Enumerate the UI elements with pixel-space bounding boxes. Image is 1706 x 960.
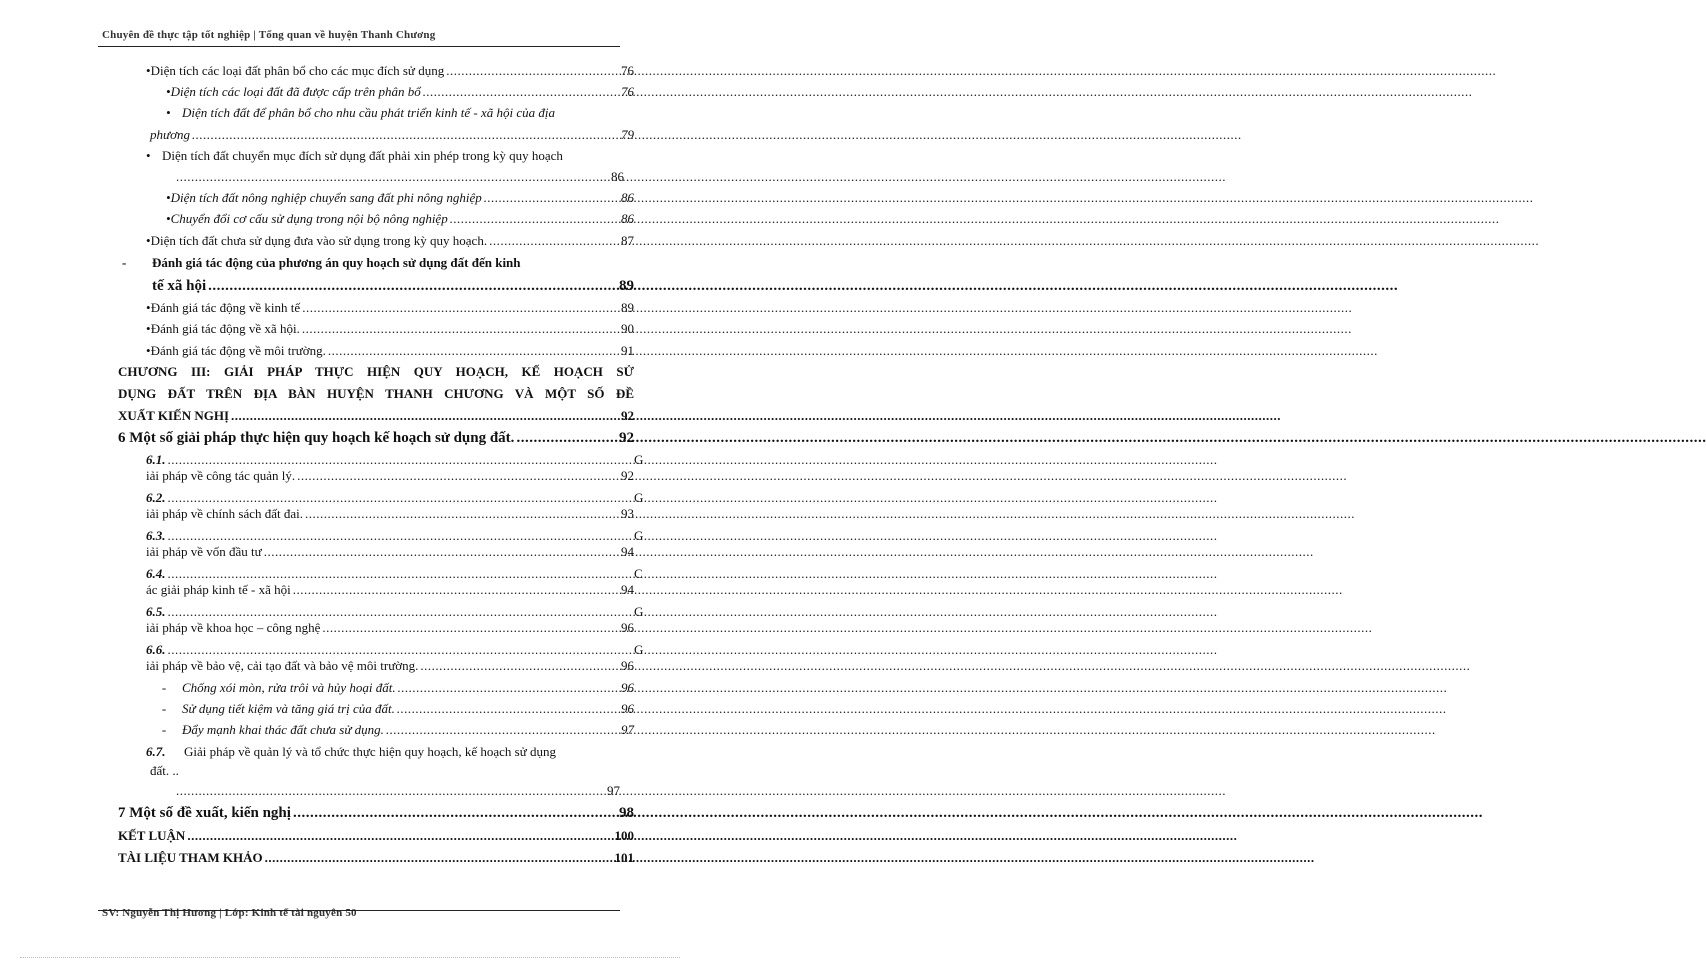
toc-page-number: 98 (619, 805, 634, 821)
page-edge (20, 957, 680, 958)
toc-page-number: 94 (621, 582, 634, 597)
toc-page-number: 76 (621, 63, 634, 78)
toc-page-number: 94 (621, 544, 634, 559)
dash-marker: - (161, 722, 167, 737)
toc-entry-label: Diện tích đất chuyển mục đích sử dụng đất phải xin phép trong kỳ quy hoạch (162, 148, 563, 163)
toc-entry-continuation[interactable] (150, 127, 634, 143)
section-number: 6.6. (146, 642, 166, 657)
toc-entry-label: Đánh giá tác động về môi trường. (150, 343, 326, 358)
toc-entry-label: phương (150, 127, 191, 142)
toc-page-number: 96 (621, 701, 634, 716)
toc-entry[interactable] (146, 722, 634, 738)
toc-page-number: 79 (621, 127, 634, 142)
toc-entry-label: Đánh giá tác động của phương án quy hoạch sử dụng đất đến kinh (152, 255, 521, 270)
toc-entry[interactable] (146, 490, 618, 506)
toc-entry-label: tế xã hội (152, 278, 207, 294)
section-number: 6.1. (146, 452, 166, 467)
section-number: 6.4. (146, 566, 166, 581)
bullet-icon: • (166, 211, 171, 226)
toc-page-number: 92 (619, 430, 634, 446)
toc-entry-label: 6 Một số giải pháp thực hiện quy hoạch kế hoạch sử dụng đất. (118, 430, 515, 446)
toc-references[interactable] (118, 850, 634, 866)
toc-page-number: 92 (621, 468, 634, 483)
toc-entry-label: Diện tích đất nông nghiệp chuyển sang đất phi nông nghiệp (170, 190, 482, 205)
toc-page-number: 101 (614, 850, 634, 865)
toc-entry-label: Sử dụng tiết kiệm và tăng giá trị của đất. (182, 701, 395, 716)
toc-entry-continuation[interactable] (146, 582, 634, 598)
toc-page-number: 96 (621, 680, 634, 695)
toc-entry-label: iải pháp về khoa học – công nghệ (146, 620, 321, 635)
toc-entry-label: TÀI LIỆU THAM KHẢO (118, 850, 263, 865)
toc-page-number: 90 (620, 321, 634, 336)
toc-entry[interactable] (146, 744, 556, 760)
section-number: 6.2. (146, 490, 166, 505)
toc-entry-label: Đánh giá tác động về kinh tế (150, 300, 301, 315)
first-letter: G (634, 528, 644, 543)
bullet-icon: • (166, 190, 171, 205)
header-text: Chuyên đề thực tập tốt nghiệp | Tổng quan về huyện Thanh Chương (102, 29, 436, 41)
toc-entry-continuation[interactable] (146, 658, 634, 674)
toc-section-7[interactable] (118, 804, 634, 822)
toc-entry-label: iải pháp về chính sách đất đai. (146, 506, 304, 521)
toc-entry-label: Chuyển đổi cơ cấu sử dụng trong nội bộ nông nghiệp (170, 211, 448, 226)
toc-conclusion[interactable] (118, 828, 634, 844)
first-letter: G (634, 452, 644, 467)
toc-page-number: 91 (621, 343, 634, 358)
toc-entry-label: Chống xói mòn, rửa trôi và hủy hoại đất. (182, 680, 396, 695)
toc-entry-continuation: đất. .. (150, 763, 179, 778)
toc-entry-label: iải pháp về bảo vệ, cải tạo đất và bảo vệ môi trường. (146, 658, 419, 673)
toc-entry-continuation[interactable] (146, 620, 634, 636)
toc-entry-label: Diện tích các loại đất đã được cấp trên phân bổ (170, 84, 421, 99)
dash-marker: - (122, 255, 127, 270)
toc-page-number: 92 (621, 408, 634, 423)
bullet-icon: • (166, 105, 171, 120)
toc-entry-continuation[interactable] (146, 468, 634, 484)
bullet-icon: • (146, 148, 151, 163)
chapter-heading-line[interactable]: CHƯƠNG III: GIẢI PHÁP THỰC HIỆN QUY HOẠCH, KẾ HOẠCH SỬ (118, 364, 634, 379)
toc-entry[interactable] (146, 452, 618, 468)
toc-entry[interactable] (146, 604, 618, 620)
toc-entry-label: Diện tích đất để phân bổ cho nhu cầu phát triển kinh tế - xã hội của địa (182, 105, 555, 120)
first-letter: G (634, 642, 644, 657)
toc-page-number: 93 (621, 506, 634, 521)
toc-page-number: 96 (621, 620, 634, 635)
toc-entry-label: 7 Một số đề xuất, kiến nghị (118, 805, 291, 821)
toc-page-number: 96 (621, 658, 634, 673)
toc-entry[interactable] (146, 680, 634, 696)
toc-page-number: 86 (611, 169, 624, 184)
toc-entry-label: Giải pháp về quản lý và tổ chức thực hiện quy hoạch, kế hoạch sử dụng (184, 744, 557, 759)
toc-entry[interactable] (166, 105, 555, 121)
toc-entry[interactable] (146, 701, 634, 717)
toc-entry[interactable] (146, 148, 563, 164)
toc-entry[interactable] (146, 233, 634, 249)
bullet-icon: • (166, 84, 171, 99)
toc-entry-label: Đánh giá tác động về xã hội. (150, 321, 300, 336)
toc-entry[interactable] (146, 566, 618, 582)
toc-entry[interactable] (146, 528, 618, 544)
toc-entry[interactable] (146, 642, 618, 658)
first-letter: G (634, 604, 644, 619)
section-number: 6.7. (146, 744, 166, 759)
toc-entry-label: Diện tích đất chưa sử dụng đưa vào sử dụng trong kỳ quy hoạch. (150, 233, 488, 248)
toc-entry-continuation[interactable] (176, 783, 620, 799)
toc-entry-continuation[interactable] (176, 169, 624, 185)
bullet-icon: • (146, 233, 151, 248)
toc-page-number: 86 (621, 190, 634, 205)
toc-page-number: 89 (619, 278, 634, 294)
first-letter: G (634, 490, 644, 505)
toc-entry[interactable] (166, 84, 634, 100)
first-letter: C (634, 566, 643, 581)
toc-entry[interactable] (122, 255, 521, 271)
toc-entry-continuation[interactable] (152, 277, 634, 295)
toc-entry-continuation[interactable] (146, 506, 634, 522)
chapter-heading-entry[interactable] (118, 408, 634, 424)
toc-entry[interactable] (146, 63, 634, 79)
chapter-heading-line[interactable]: DỤNG ĐẤT TRÊN ĐỊA BÀN HUYỆN THANH CHƯƠNG VÀ MỘT SỐ ĐỀ (118, 386, 634, 401)
footer-rule (98, 910, 620, 911)
footer-text: SV: Nguyễn Thị Hương | Lớp: Kinh tế tài nguyên 50 (102, 907, 357, 919)
page-footer (98, 906, 620, 918)
toc-entry-label: XUẤT KIẾN NGHỊ (118, 408, 230, 423)
toc-page-number: 97 (607, 783, 620, 798)
toc-entry-label: Đẩy mạnh khai thác đất chưa sử dụng. (182, 722, 384, 737)
toc-entry[interactable] (146, 300, 634, 316)
dash-marker: - (161, 701, 167, 716)
toc-page-number: 76 (621, 84, 634, 99)
toc-page-number: 86 (621, 211, 634, 226)
section-number: 6.5. (146, 604, 166, 619)
toc-entry[interactable] (146, 343, 634, 359)
toc-entry[interactable] (146, 321, 634, 337)
toc-entry-label: Diện tích các loại đất phân bổ cho các mục đích sử dụng (150, 63, 445, 78)
toc-entry[interactable] (166, 190, 634, 206)
toc-entry-continuation[interactable] (146, 544, 634, 560)
toc-page-number: 97 (621, 722, 634, 737)
bullet-icon: • (146, 321, 151, 336)
dash-marker: - (161, 680, 167, 695)
toc-page-number: 100 (614, 828, 634, 843)
table-of-contents (0, 0, 700, 960)
toc-entry[interactable] (166, 211, 634, 227)
toc-section-6[interactable] (118, 429, 634, 447)
toc-page-number: 89 (621, 300, 634, 315)
bullet-icon: • (146, 300, 151, 315)
section-number: 6.3. (146, 528, 166, 543)
toc-entry-label: ác giải pháp kinh tế - xã hội (146, 582, 291, 597)
toc-entry-label: iải pháp về vốn đầu tư (146, 544, 262, 559)
toc-entry-label: iải pháp về công tác quản lý. (146, 468, 296, 483)
bullet-icon: • (146, 343, 151, 358)
toc-page-number: 87 (621, 233, 634, 248)
toc-entry-label: KẾT LUẬN (118, 828, 186, 843)
bullet-icon: • (146, 63, 151, 78)
